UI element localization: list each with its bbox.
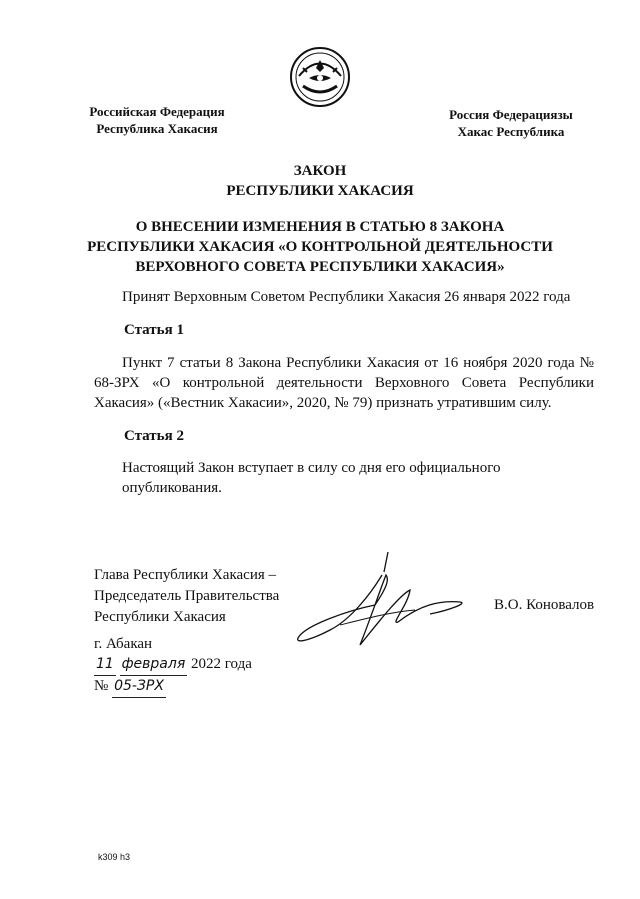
article-1-heading: Статья 1 <box>124 322 184 338</box>
position-line-3: Республики Хакасия <box>94 609 226 625</box>
number-prefix: № <box>94 678 109 694</box>
handwritten-signature <box>290 550 480 660</box>
footer-code: k309 h3 <box>98 852 131 862</box>
signatory-name: В.О. Коновалов <box>494 597 595 613</box>
article-2-text: Настоящий Закон вступает в силу со дня его официального опубликования. <box>122 460 501 496</box>
place-of-signing: г. Абакан <box>94 636 153 652</box>
article-1-text: Пункт 7 статьи 8 Закона Республики Хакасия от 16 ноября 2020 года № 68-ЗРХ «О контрольной деятельности Верховного Совета Республики Хакасия» («Вестник Хакасии», 2020, № 79) признать утратившим силу. <box>94 355 594 411</box>
number-value: 05-ЗРХ <box>112 675 166 698</box>
coat-of-arms-emblem <box>289 46 351 108</box>
position-line-1: Глава Республики Хакасия – <box>94 567 277 583</box>
document-title <box>70 161 570 201</box>
title-line-1: ЗАКОН <box>293 163 347 179</box>
header-left-line-1: Российская Федерация <box>89 104 225 119</box>
accepted-line: Принят Верховным Советом Республики Хакасия 26 января 2022 года <box>122 289 571 305</box>
subject-line-2: РЕСПУБЛИКИ ХАКАСИЯ «О КОНТРОЛЬНОЙ ДЕЯТЕЛЬНОСТИ <box>87 239 553 255</box>
law-number <box>94 675 166 698</box>
position-line-2: Председатель Правительства <box>94 588 280 604</box>
signing-date <box>94 653 252 676</box>
document-subject <box>70 217 570 277</box>
date-month: февраля <box>120 653 188 676</box>
header-right <box>436 106 586 140</box>
subject-line-1: О ВНЕСЕНИИ ИЗМЕНЕНИЯ В СТАТЬЮ 8 ЗАКОНА <box>135 219 505 235</box>
article-2-heading: Статья 2 <box>124 428 184 444</box>
signatory-position <box>94 565 279 628</box>
date-day: 11 <box>94 653 116 676</box>
title-line-2: РЕСПУБЛИКИ ХАКАСИЯ <box>226 183 414 199</box>
header-right-line-2: Хакас Республика <box>457 124 565 139</box>
header-left-line-2: Республика Хакасия <box>96 121 218 136</box>
subject-line-3: ВЕРХОВНОГО СОВЕТА РЕСПУБЛИКИ ХАКАСИЯ» <box>135 259 505 275</box>
header-left <box>82 103 232 137</box>
header-right-line-1: Россия Федерациязы <box>449 107 573 122</box>
date-year: 2022 года <box>191 656 252 672</box>
